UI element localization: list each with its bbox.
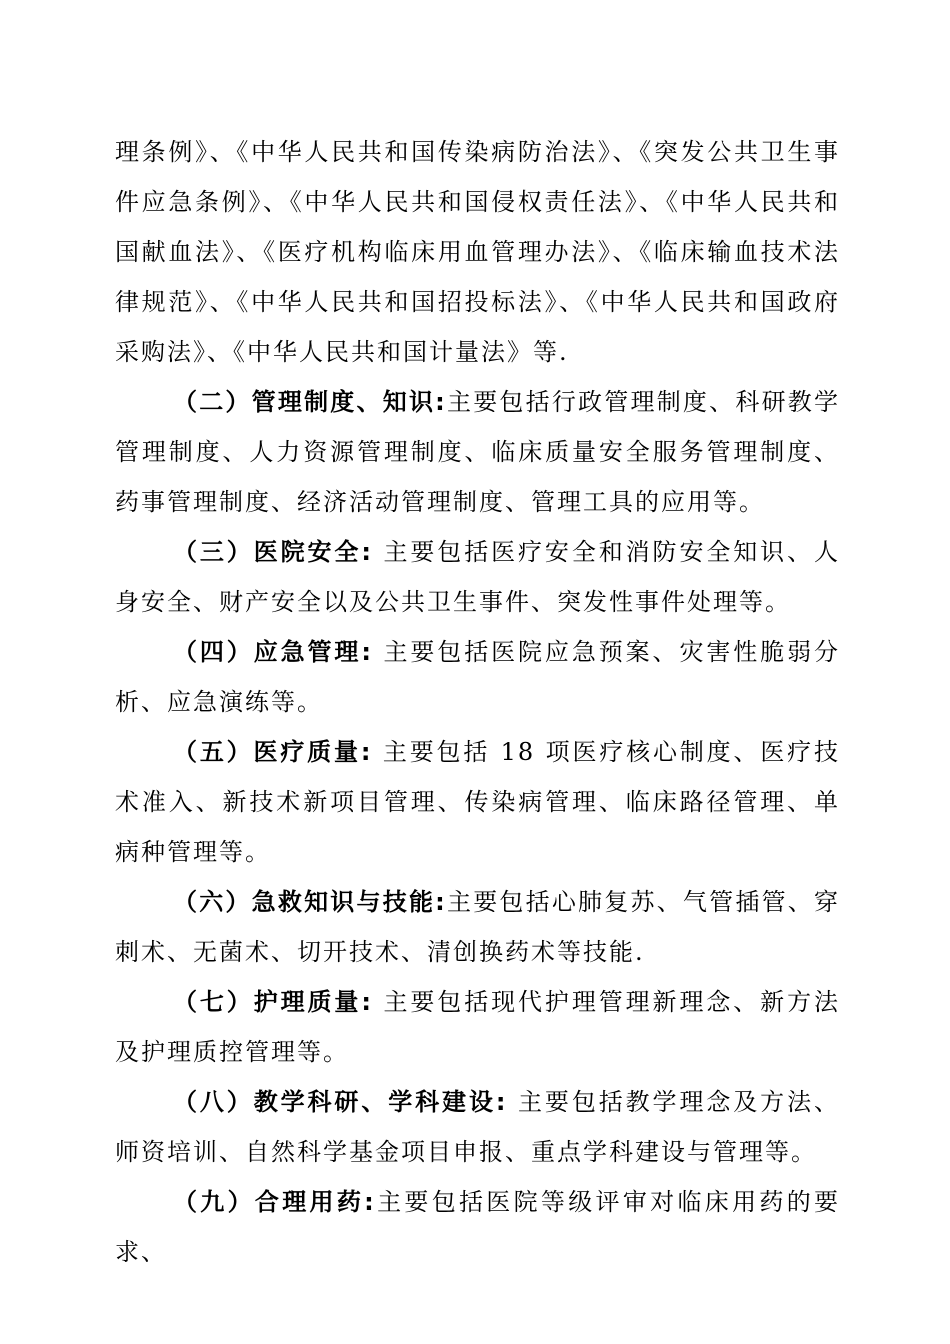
section-5-paragraph (115, 727, 840, 877)
section-7-heading: （七）护理质量: (173, 988, 373, 1016)
section-9-paragraph (115, 1177, 840, 1277)
section-4-heading: （四）应急管理: (173, 638, 373, 666)
section-2-body: 主要包括行政管理制度、科研教学管理制度、人力资源管理制度、临床质量安全服务管理制度、药事管理制度、经济活动管理制度、管理工具的应用等。 (115, 388, 840, 516)
section-5-body: 主要包括 18 项医疗核心制度、医疗技术准入、新技术新项目管理、传染病管理、临床路径管理、单病种管理等。 (115, 738, 840, 866)
section-2-heading: （二）管理制度、知识: (173, 388, 447, 416)
document-body (115, 127, 840, 1277)
intro-paragraph: 理条例》、《中华人民共和国传染病防治法》、《突发公共卫生事件应急条例》、《中华人民共和国侵权责任法》、《中华人民共和国献血法》、《医疗机构临床用血管理办法》、《临床输血技术法律规范》、《中华人民共和国招投标法》、《中华人民共和国政府采购法》、《中华人民共和国计量法》等. (115, 138, 840, 366)
section-8-heading: （八）教学科研、学科建设: (173, 1088, 508, 1116)
section-8-paragraph (115, 1077, 840, 1177)
section-9-body: 主要包括医院等级评审对临床用药的要求、 (115, 1188, 840, 1266)
section-8-body: 主要包括教学理念及方法、师资培训、自然科学基金项目申报、重点学科建设与管理等。 (115, 1088, 840, 1166)
section-5-heading: （五）医疗质量: (173, 738, 373, 766)
section-4-body: 主要包括医院应急预案、灾害性脆弱分析、应急演练等。 (115, 638, 840, 716)
section-6-heading: （六）急救知识与技能: (173, 888, 447, 916)
section-7-paragraph (115, 977, 840, 1077)
section-2-paragraph (115, 377, 840, 527)
section-6-body: 主要包括心肺复苏、气管插管、穿刺术、无菌术、切开技术、清创换药术等技能. (115, 888, 840, 966)
section-4-paragraph (115, 627, 840, 727)
section-3-heading: （三）医院安全: (173, 538, 373, 566)
section-3-body: 主要包括医疗安全和消防安全知识、人身安全、财产安全以及公共卫生事件、突发性事件处理等。 (115, 538, 840, 616)
section-6-paragraph (115, 877, 840, 977)
section-3-paragraph (115, 527, 840, 627)
section-7-body: 主要包括现代护理管理新理念、新方法及护理质控管理等。 (115, 988, 840, 1066)
section-9-heading: （九）合理用药: (173, 1188, 376, 1216)
